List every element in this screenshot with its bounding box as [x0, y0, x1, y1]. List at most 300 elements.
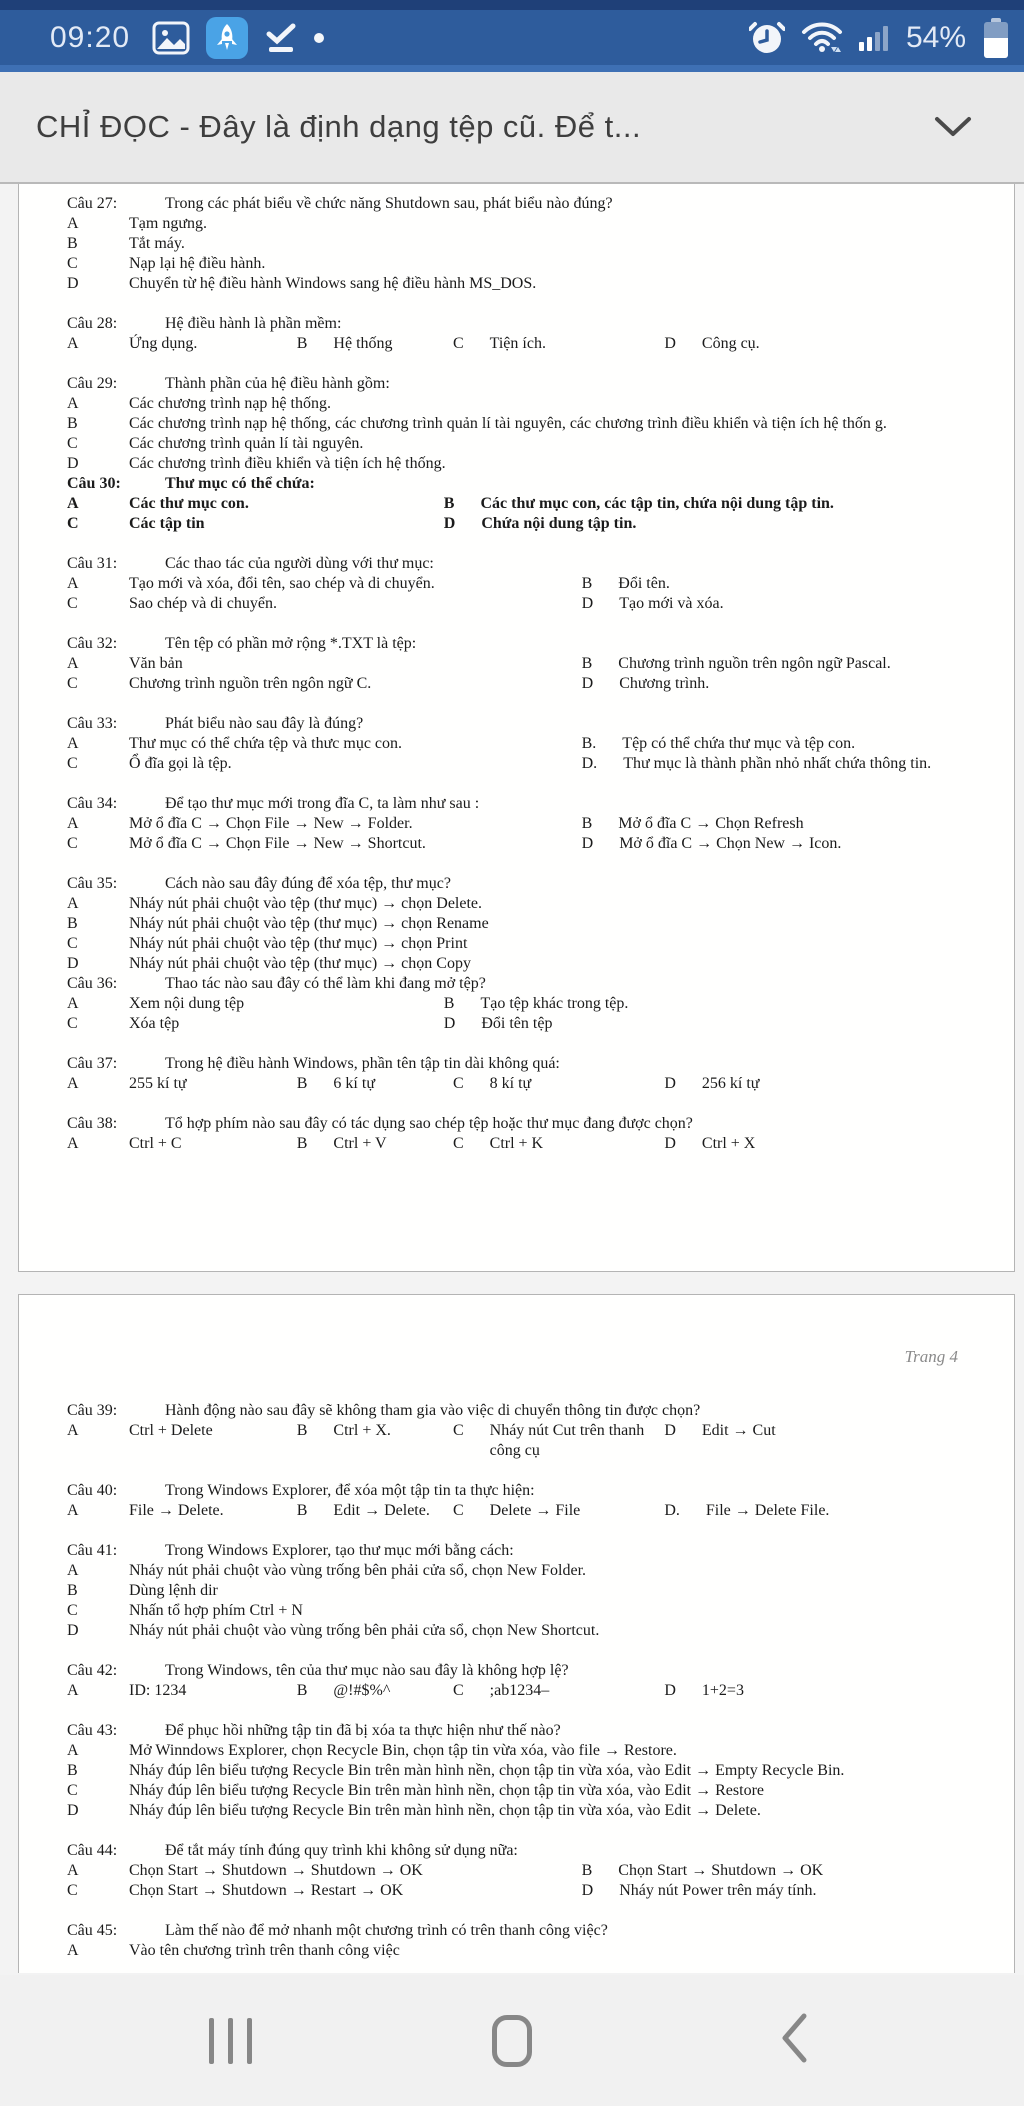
question: [67, 1114, 986, 1154]
option: [664, 1421, 986, 1461]
question-text: Làm thế nào để mở nhanh một chương trình có trên thanh công việc?: [165, 1922, 608, 1939]
option: [67, 954, 986, 974]
question-text: Tên tệp có phần mở rộng *.TXT là tệp:: [165, 635, 417, 652]
option-label: C: [452, 1682, 464, 1699]
option-text: Các thư mục con, các tập tin, chứa nội dung tập tin.: [480, 495, 834, 512]
option-label: D: [581, 1882, 594, 1899]
option-text: Nháy nút phải chuột vào tệp (thư mục) → chọn Copy: [129, 955, 471, 972]
wifi-icon: [801, 21, 843, 55]
option: [67, 1861, 582, 1881]
option-row: [67, 1561, 986, 1581]
option-label: D: [67, 1622, 79, 1639]
option-text: Mở Winndows Explorer, chọn Recycle Bin, chọn tập tin vừa xóa, vào file → Restore.: [129, 1742, 677, 1759]
option: [67, 1621, 986, 1641]
option-row: [67, 734, 986, 754]
option-label: A: [67, 1862, 79, 1879]
option: [67, 934, 986, 954]
option-row: [67, 1134, 986, 1154]
question-line: [67, 974, 986, 994]
option-label: C: [67, 595, 78, 612]
option-text: ;ab1234–: [489, 1682, 550, 1699]
option: [582, 734, 986, 754]
option-text: Chọn Start → Shutdown → Shutdown → OK: [129, 1862, 423, 1879]
question: [67, 474, 986, 534]
question-line: [67, 794, 986, 814]
option: [453, 1501, 664, 1521]
option-text: Các chương trình nạp hệ thống, các chương trình quản lí tài nguyên, các chương trình điều khiển và tiện ích hệ thốn g.: [129, 415, 887, 432]
question-number: Câu 40:: [67, 1482, 118, 1499]
option-text: Công cụ.: [701, 335, 760, 352]
option: [664, 1681, 986, 1701]
option-label: B: [67, 415, 78, 432]
option-row: [67, 1781, 986, 1801]
option-text: Các tập tin: [129, 515, 205, 532]
option-text: @!#$%^: [333, 1682, 391, 1699]
question-number: Câu 35:: [67, 875, 118, 892]
option-text: 1+2=3: [701, 1682, 744, 1699]
option-row: [67, 1621, 986, 1641]
option-label: C: [67, 935, 78, 952]
option-row: [67, 1074, 986, 1094]
question: [67, 974, 986, 1034]
option: [67, 1561, 986, 1581]
option-label: B: [296, 1075, 308, 1092]
question-number: Câu 31:: [67, 555, 118, 572]
option: [582, 834, 986, 854]
option-label: A: [67, 1942, 79, 1959]
option-row: [67, 1741, 986, 1761]
question-number: Câu 41:: [67, 1542, 118, 1559]
option-text: Tiện ích.: [489, 335, 546, 352]
question: [67, 1841, 986, 1901]
option-text: Tệp có thể chứa thư mục và tệp con.: [622, 735, 856, 752]
option: [664, 334, 986, 354]
question-text: Thao tác nào sau đây có thể làm khi đang mở tệp?: [165, 975, 486, 992]
question-text: Hành động nào sau đây sẽ không tham gia vào việc di chuyển thông tin được chọn?: [165, 1402, 701, 1419]
option: [67, 1421, 297, 1461]
option-row: [67, 754, 986, 774]
option-label: D: [443, 1015, 456, 1032]
chevron-down-icon[interactable]: [934, 116, 972, 138]
question-text: Để phục hồi những tập tin đã bị xóa ta thực hiện như thế nào?: [165, 1722, 561, 1739]
option: [67, 1601, 986, 1621]
option-text: Ctrl + X.: [333, 1422, 391, 1439]
option-label: A: [67, 575, 79, 592]
option-text: Mở ổ đĩa C → Chọn File → New → Folder.: [129, 815, 413, 832]
option: [67, 1074, 297, 1094]
option-label: C: [67, 675, 78, 692]
question-text: Phát biểu nào sau đây là đúng?: [165, 715, 364, 732]
option-text: 255 kí tự: [129, 1075, 187, 1092]
option: [67, 594, 582, 614]
option: [67, 414, 986, 434]
option: [664, 1074, 986, 1094]
question-number: Câu 32:: [67, 635, 118, 652]
option-label: B: [67, 1762, 78, 1779]
recents-button[interactable]: [170, 1996, 290, 2086]
option-label: B: [581, 1862, 593, 1879]
question-number: Câu 45:: [67, 1922, 118, 1939]
option-label: A: [67, 1502, 79, 1519]
option-row: [67, 514, 986, 534]
option: [67, 394, 986, 414]
option: [664, 1134, 986, 1154]
option-text: Nháy nút Cut trên thanh công cụ: [489, 1422, 645, 1459]
option-text: Nháy đúp lên biểu tượng Recycle Bin trên màn hình nền, chọn tập tin vừa xóa, vào Edit → Restore: [129, 1782, 764, 1799]
option: [297, 1681, 453, 1701]
option-text: Ứng dụng.: [129, 335, 198, 352]
option: [67, 1941, 986, 1961]
option-label: C: [67, 1015, 78, 1032]
option: [453, 1681, 664, 1701]
option-label: B: [67, 235, 78, 252]
option-row: [67, 434, 986, 454]
option-label: B: [67, 1582, 78, 1599]
document-page: [18, 1294, 1015, 1973]
option-label: C: [452, 1135, 464, 1152]
option: [297, 1134, 453, 1154]
option-label: D: [664, 1075, 676, 1092]
question-line: [67, 1401, 986, 1421]
option-text: Tạo mới và xóa.: [619, 595, 724, 612]
question-text: Hệ điều hành là phần mềm:: [165, 315, 342, 332]
recents-icon: [209, 2018, 252, 2064]
question: [67, 1401, 986, 1461]
option-text: Ctrl + Delete: [129, 1422, 213, 1439]
option-row: [67, 334, 986, 354]
option-text: Nhấn tổ hợp phím Ctrl + N: [129, 1602, 303, 1619]
option-label: A: [67, 655, 79, 672]
option-label: B: [296, 1422, 308, 1439]
option-row: [67, 274, 986, 294]
question: [67, 874, 986, 974]
option-text: Ctrl + V: [333, 1135, 387, 1152]
option-label: B: [581, 575, 593, 592]
status-bar: [0, 0, 1024, 65]
option-label: A: [67, 395, 79, 412]
option-text: Nháy đúp lên biểu tượng Recycle Bin trên màn hình nền, chọn tập tin vừa xóa, vào Edit → Delete.: [129, 1802, 761, 1819]
notification-dot-icon: [314, 33, 324, 43]
option: [67, 814, 582, 834]
option-text: Edit → Cut: [701, 1422, 776, 1439]
option-label: D.: [664, 1502, 680, 1519]
option: [67, 274, 986, 294]
option-text: Chuyển từ hệ điều hành Windows sang hệ điều hành MS_DOS.: [129, 275, 537, 292]
option-row: [67, 654, 986, 674]
option-text: 6 kí tự: [333, 1075, 375, 1092]
option-label: C: [67, 435, 78, 452]
option-text: Các chương trình quản lí tài nguyên.: [129, 435, 364, 452]
option-text: Mở ổ đĩa C → Chọn New → Icon.: [619, 835, 842, 852]
option-text: Đổi tên tệp: [481, 1015, 553, 1032]
option-label: C: [452, 1502, 464, 1519]
option-row: [67, 454, 986, 474]
option-row: [67, 254, 986, 274]
option: [582, 594, 986, 614]
option: [67, 1501, 297, 1521]
option: [67, 914, 986, 934]
option-label: C: [67, 1882, 78, 1899]
option-text: Chương trình.: [619, 675, 710, 692]
option-text: Tắt máy.: [129, 235, 185, 252]
question-text: Trong hệ điều hành Windows, phần tên tập tin dài không quá:: [165, 1055, 560, 1072]
option-text: Ổ đĩa gọi là tệp.: [129, 755, 232, 772]
option-text: Mở ổ đĩa C → Chọn Refresh: [618, 815, 804, 832]
question-text: Trong Windows Explorer, để xóa một tập tin ta thực hiện:: [165, 1482, 535, 1499]
question-line: [67, 1481, 986, 1501]
option-row: [67, 394, 986, 414]
option-label: D: [67, 1802, 79, 1819]
option-label: A: [67, 995, 79, 1012]
option-row: [67, 954, 986, 974]
check-underline-icon: [264, 22, 298, 54]
option-label: C: [67, 515, 79, 532]
question-line: [67, 874, 986, 894]
question-line: [67, 1114, 986, 1134]
question-number: Câu 44:: [67, 1842, 118, 1859]
question-text: Để tắt máy tính đúng quy trình khi không sử dụng nữa:: [165, 1842, 518, 1859]
option: [297, 1421, 453, 1461]
option-label: D: [581, 595, 594, 612]
alarm-icon: [749, 20, 785, 56]
option-text: Chọn Start → Shutdown → OK: [618, 1862, 824, 1879]
option: [582, 574, 986, 594]
option-text: Nháy nút phải chuột vào tệp (thư mục) → chọn Delete.: [129, 895, 483, 912]
option-label: A: [67, 735, 79, 752]
option-text: Tạo tệp khác trong tệp.: [480, 995, 629, 1012]
option-text: Đổi tên.: [618, 575, 670, 592]
question-number: Câu 42:: [67, 1662, 118, 1679]
option: [582, 654, 986, 674]
battery-icon: [984, 18, 1008, 58]
option-text: Sao chép và di chuyển.: [129, 595, 277, 612]
option-text: Ctrl + X: [701, 1135, 756, 1152]
option-row: [67, 1501, 986, 1521]
option: [444, 494, 986, 514]
option-row: [67, 1801, 986, 1821]
option: [67, 894, 986, 914]
question-line: [67, 1541, 986, 1561]
question: [67, 1054, 986, 1094]
option-text: Nháy nút phải chuột vào vùng trống bên phải cửa sổ, chọn New Folder.: [129, 1562, 587, 1579]
option: [582, 814, 986, 834]
option-text: ID: 1234: [129, 1682, 187, 1699]
option-label: A: [67, 1562, 79, 1579]
question-number: Câu 28:: [67, 315, 118, 332]
document-scroll[interactable]: [0, 184, 1024, 1973]
question: [67, 1721, 986, 1821]
option-text: Thư mục có thể chứa tệp và thưc mục con.: [129, 735, 403, 752]
option: [444, 514, 986, 534]
question-line: [67, 714, 986, 734]
back-icon: [780, 2012, 808, 2069]
option-text: Ctrl + C: [129, 1135, 182, 1152]
question-text: Để tạo thư mục mới trong đĩa C, ta làm như sau :: [165, 795, 480, 812]
question-text: Thư mục có thể chứa:: [165, 475, 315, 492]
option: [67, 1761, 986, 1781]
option-label: A: [67, 1742, 79, 1759]
option-text: Delete → File: [489, 1502, 581, 1519]
option-text: Ctrl + K: [489, 1135, 544, 1152]
option-row: [67, 1581, 986, 1601]
option-row: [67, 914, 986, 934]
question-text: Thành phần của hệ điều hành gồm:: [165, 375, 390, 392]
option-text: Các thư mục con.: [129, 495, 249, 512]
option-text: Xem nội dung tệp: [129, 995, 245, 1012]
option-label: C: [67, 1602, 78, 1619]
option: [67, 494, 444, 514]
option: [67, 1741, 986, 1761]
question-line: [67, 194, 986, 214]
option-label: B: [581, 815, 593, 832]
question-text: Tổ hợp phím nào sau đây có tác dụng sao chép tệp hoặc thư mục đang được chọn?: [165, 1115, 693, 1132]
option-label: A: [67, 1682, 79, 1699]
option-label: C: [452, 1422, 464, 1439]
option-row: [67, 234, 986, 254]
option: [67, 1681, 297, 1701]
document-page: [18, 184, 1015, 1272]
option: [582, 754, 986, 774]
option-row: [67, 1861, 986, 1881]
question: [67, 554, 986, 614]
question-line: [67, 374, 986, 394]
option-row: [67, 594, 986, 614]
option-row: [67, 1881, 986, 1901]
question-line: [67, 1721, 986, 1741]
option-text: Các chương trình nạp hệ thống.: [129, 395, 331, 412]
option-text: Chọn Start → Shutdown → Restart → OK: [129, 1882, 404, 1899]
option: [67, 1781, 986, 1801]
option-label: B: [443, 995, 455, 1012]
option: [582, 1881, 986, 1901]
option: [67, 434, 986, 454]
gallery-icon: [152, 21, 190, 55]
option-label: C: [67, 835, 78, 852]
question: [67, 314, 986, 354]
option-text: File → Delete.: [129, 1502, 224, 1519]
option-label: C: [452, 1075, 464, 1092]
question-text: Trong Windows, tên của thư mục nào sau đây là không hợp lệ?: [165, 1662, 569, 1679]
option-text: Văn bản: [129, 655, 183, 672]
option-label: B: [443, 495, 455, 512]
navigation-bar: [0, 1975, 1024, 2106]
option-label: C: [67, 755, 78, 772]
option: [67, 734, 582, 754]
option-text: Hệ thống: [333, 335, 393, 352]
option-row: [67, 834, 986, 854]
question: [67, 374, 986, 474]
option: [444, 994, 986, 1014]
option-row: [67, 674, 986, 694]
option: [67, 994, 444, 1014]
option-label: A: [67, 335, 79, 352]
option: [67, 754, 582, 774]
page-gap: [0, 1272, 1024, 1294]
option-row: [67, 934, 986, 954]
battery-percent: 54%: [905, 20, 966, 54]
option: [67, 654, 582, 674]
signal-icon: [859, 25, 888, 51]
option-text: Chứa nội dung tập tin.: [481, 515, 637, 532]
option-row: [67, 994, 986, 1014]
option-row: [67, 494, 986, 514]
option: [67, 1801, 986, 1821]
option-label: B: [296, 335, 308, 352]
option-text: Mở ổ đĩa C → Chọn File → New → Shortcut.: [129, 835, 426, 852]
banner-title: CHỈ ĐỌC - Đây là định dạng tệp cũ. Để t...: [36, 109, 642, 144]
option-label: D: [664, 1422, 676, 1439]
option: [67, 1881, 582, 1901]
option-text: Nạp lại hệ điều hành.: [129, 255, 266, 272]
option: [453, 1134, 664, 1154]
question: [67, 1541, 986, 1641]
option-label: B: [296, 1502, 308, 1519]
option-label: A: [67, 1422, 79, 1439]
option-label: A: [67, 895, 79, 912]
home-button[interactable]: [452, 1996, 572, 2086]
question: [67, 1481, 986, 1521]
question-number: Câu 39:: [67, 1402, 118, 1419]
option-text: 256 kí tự: [701, 1075, 760, 1092]
question-number: Câu 30:: [67, 475, 121, 492]
option: [67, 574, 582, 594]
option: [664, 1501, 986, 1521]
question-line: [67, 1841, 986, 1861]
option-text: Nháy nút phải chuột vào vùng trống bên phải cửa sổ, chọn New Shortcut.: [129, 1622, 600, 1639]
option-label: A: [67, 1135, 79, 1152]
option-text: Nháy đúp lên biểu tượng Recycle Bin trên màn hình nền, chọn tập tin vừa xóa, vào Edit → Empty Recycle Bin.: [129, 1762, 845, 1779]
question-line: [67, 1921, 986, 1941]
option: [67, 234, 986, 254]
option-row: [67, 1941, 986, 1961]
question-number: Câu 36:: [67, 975, 118, 992]
option: [297, 1501, 453, 1521]
option-text: Nháy nút Power trên máy tính.: [619, 1882, 817, 1899]
option: [582, 674, 986, 694]
option: [297, 334, 453, 354]
page-number-label: Trang 4: [904, 1347, 958, 1366]
option: [67, 1581, 986, 1601]
option-row: [67, 574, 986, 594]
option-label: D: [67, 955, 79, 972]
question-line: [67, 634, 986, 654]
option-label: A: [67, 215, 79, 232]
option-text: Vào tên chương trình trên thanh công việc: [129, 1942, 400, 1959]
question-number: Câu 43:: [67, 1722, 118, 1739]
option-label: B: [296, 1135, 308, 1152]
readonly-banner[interactable]: [0, 72, 1024, 184]
option: [67, 514, 444, 534]
option-row: [67, 214, 986, 234]
question-line: [67, 314, 986, 334]
option-text: Chương trình nguồn trên ngôn ngữ Pascal.: [618, 655, 891, 672]
question-line: [67, 554, 986, 574]
option-label: D: [664, 1682, 676, 1699]
option-label: B: [581, 655, 593, 672]
back-button[interactable]: [734, 1996, 854, 2086]
option: [453, 1074, 664, 1094]
option: [67, 334, 297, 354]
home-icon: [492, 2015, 532, 2067]
option-label: D: [581, 675, 594, 692]
option-label: D: [664, 335, 676, 352]
option-text: Tạo mới và xóa, đổi tên, sao chép và di chuyển.: [129, 575, 435, 592]
option-label: D.: [581, 755, 598, 772]
option-label: B: [67, 915, 78, 932]
option-label: A: [67, 1075, 79, 1092]
option: [444, 1014, 986, 1034]
option-label: C: [67, 255, 78, 272]
